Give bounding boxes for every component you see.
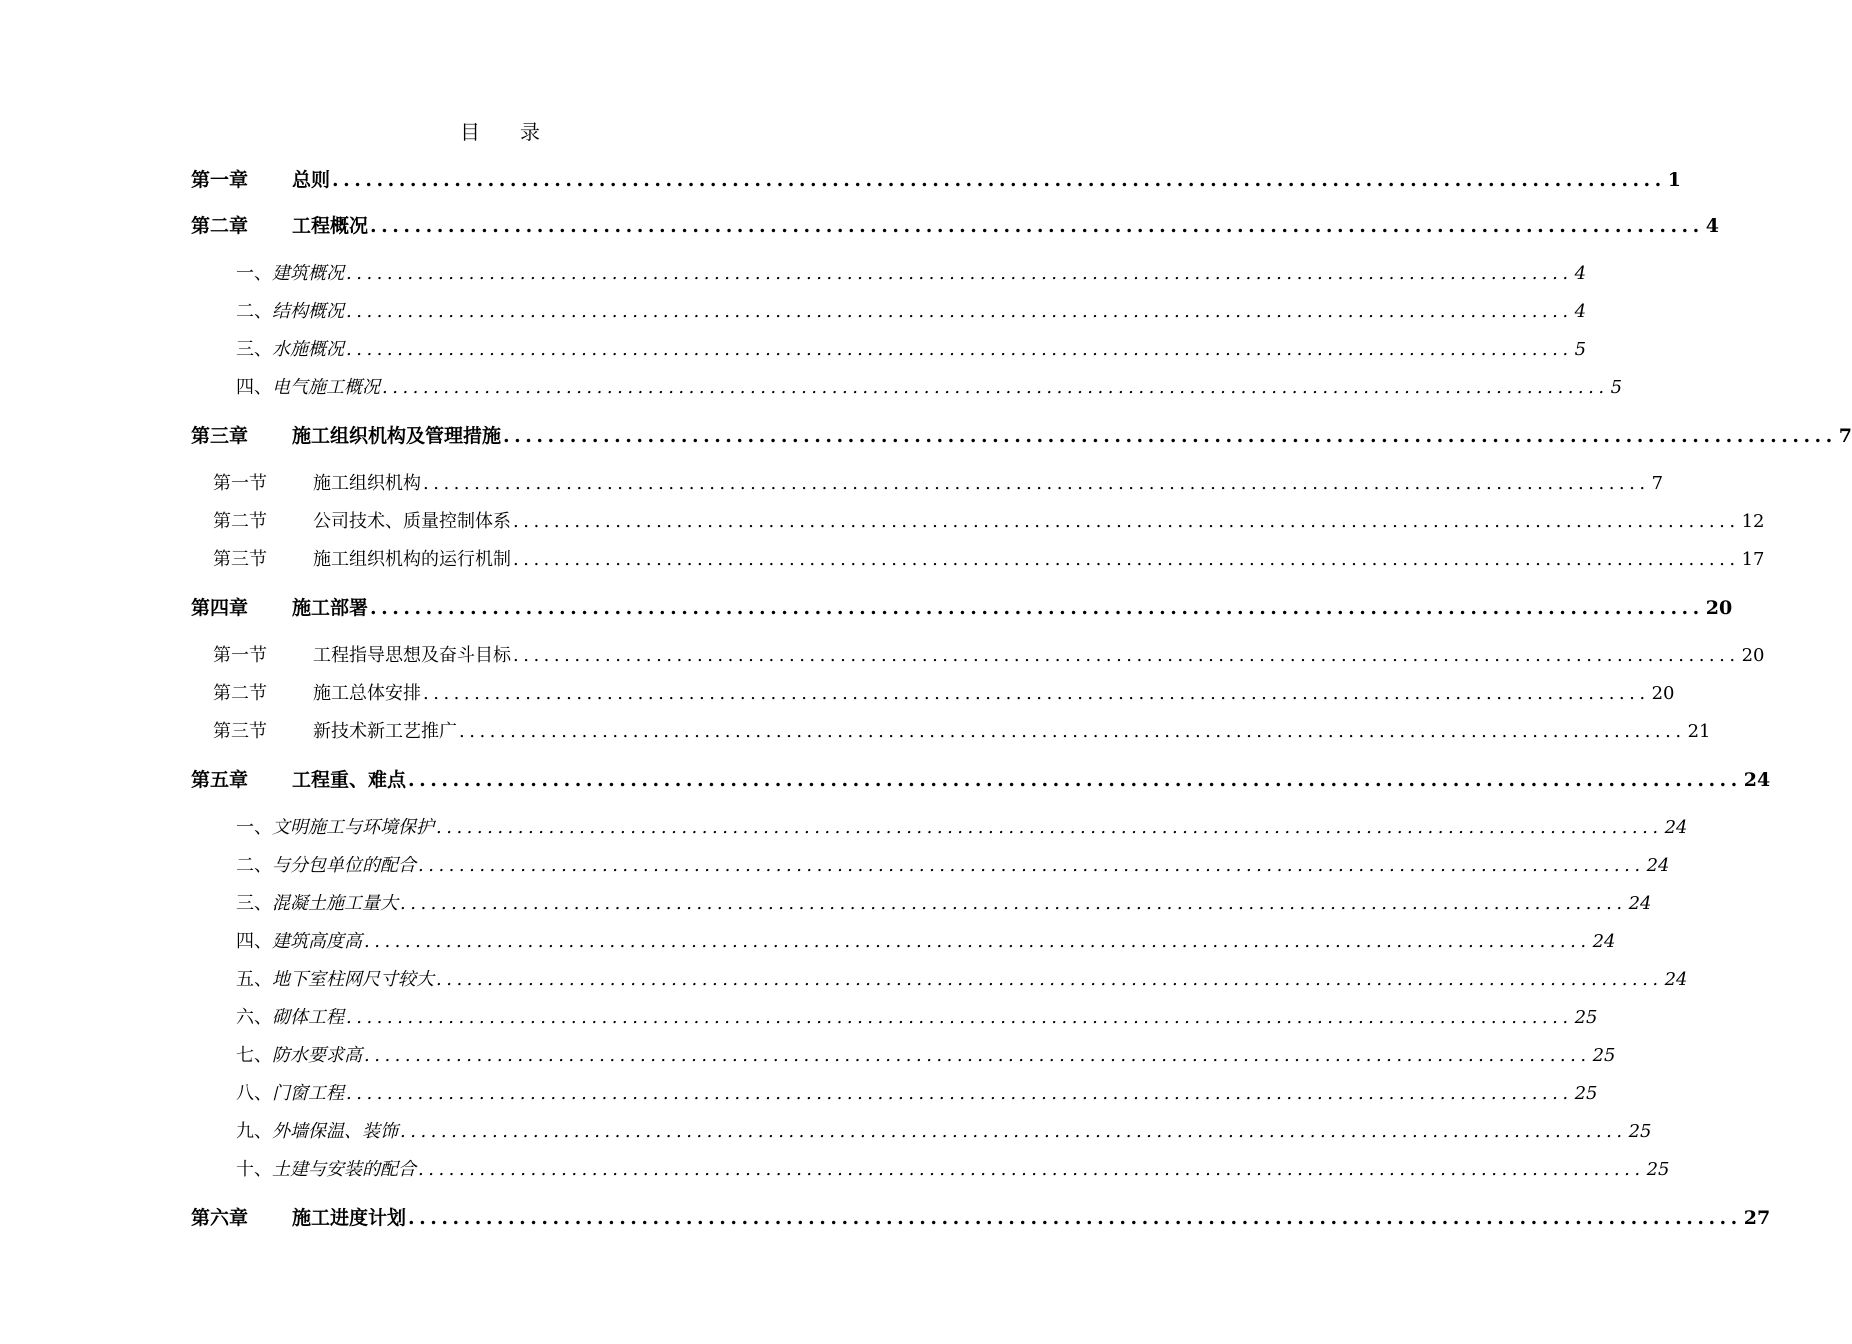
toc-entry-label: 第五章 <box>191 769 249 791</box>
toc-entry-label: 二、 <box>236 301 272 322</box>
toc-entry-chapter[interactable] <box>191 211 1720 238</box>
toc-entry-page-number: 4 <box>1705 215 1720 237</box>
toc-entry-label: 第二节 <box>213 683 267 704</box>
toc-entry-title: 外墙保温、装饰 <box>272 1121 398 1142</box>
toc-leader-dots: ........................................................................................................................ <box>418 1159 1645 1180</box>
toc-entry-page-number: 24 <box>1592 931 1616 952</box>
toc-entry-title: 工程概况 <box>292 215 369 237</box>
toc-entry-title: 文明施工与环境保护 <box>272 817 434 838</box>
toc-entry-page-number: 24 <box>1664 969 1688 990</box>
toc-entry-label: 第二章 <box>191 215 249 237</box>
toc-entry-chapter[interactable] <box>191 165 1682 192</box>
toc-entry-label: 五、 <box>236 969 272 990</box>
toc-entry-title: 建筑概况 <box>272 263 344 284</box>
toc-entry-page-number: 20 <box>1705 597 1733 619</box>
toc-entry-label: 八、 <box>236 1083 272 1104</box>
toc-entry-label: 七、 <box>236 1045 272 1066</box>
toc-entry-item[interactable] <box>236 297 1587 323</box>
toc-entry-title: 土建与安装的配合 <box>272 1159 416 1180</box>
toc-entry-item[interactable] <box>236 373 1623 399</box>
toc-entry-section[interactable] <box>213 469 1664 495</box>
toc-leader-dots: ........................................................................................................................ <box>370 597 1704 619</box>
toc-leader-dots: ........................................................................................................................ <box>513 549 1740 570</box>
toc-entry-title: 门窗工程 <box>272 1083 344 1104</box>
toc-entry-title: 电气施工概况 <box>272 377 380 398</box>
toc-entry-label: 第四章 <box>191 597 249 619</box>
toc-entry-title: 公司技术、质量控制体系 <box>313 511 511 532</box>
toc-entry-page-number: 4 <box>1574 263 1587 284</box>
toc-leader-dots: ........................................................................................................................ <box>408 1207 1742 1229</box>
toc-entry-label: 第三章 <box>191 425 249 447</box>
toc-entry-section[interactable] <box>213 507 1765 533</box>
toc-entry-page-number: 4 <box>1574 301 1587 322</box>
toc-entry-page-number: 5 <box>1610 377 1623 398</box>
toc-entry-page-number: 27 <box>1743 1207 1771 1229</box>
toc-leader-dots: ........................................................................................................................ <box>513 645 1740 666</box>
toc-entry-label: 三、 <box>236 893 272 914</box>
toc-entry-page-number: 7 <box>1838 425 1852 447</box>
toc-entry-label: 第一节 <box>213 645 267 666</box>
toc-entry-label: 第二节 <box>213 511 267 532</box>
toc-leader-dots: ........................................................................................................................ <box>513 511 1740 532</box>
toc-entry-title: 工程指导思想及奋斗目标 <box>313 645 511 666</box>
toc-entry-title: 砌体工程 <box>272 1007 344 1028</box>
toc-entry-label: 第一节 <box>213 473 267 494</box>
toc-leader-dots: ........................................................................................................................ <box>436 969 1663 990</box>
toc-entry-chapter[interactable] <box>191 593 1733 620</box>
toc-entry-item[interactable] <box>236 965 1688 991</box>
toc-entry-item[interactable] <box>236 813 1688 839</box>
toc-entry-label: 第三节 <box>213 721 267 742</box>
toc-entry-label: 一、 <box>236 263 272 284</box>
toc-entry-title: 施工组织机构的运行机制 <box>313 549 511 570</box>
toc-leader-dots: ........................................................................................................................ <box>436 817 1663 838</box>
toc-entry-title: 混凝土施工量大 <box>272 893 398 914</box>
toc-entry-item[interactable] <box>236 259 1587 285</box>
toc-entry-item[interactable] <box>236 1079 1598 1105</box>
toc-leader-dots: ........................................................................................................................ <box>382 377 1609 398</box>
toc-heading-char-2: 录 <box>520 120 540 144</box>
toc-leader-dots: ........................................................................................................................ <box>400 1121 1627 1142</box>
toc-entry-title: 总则 <box>292 169 331 191</box>
toc-entry-title: 施工组织机构及管理措施 <box>292 425 502 447</box>
toc-entry-page-number: 24 <box>1664 817 1688 838</box>
toc-entry-page-number: 1 <box>1667 169 1682 191</box>
toc-entry-label: 三、 <box>236 339 272 360</box>
toc-entry-chapter[interactable] <box>191 1203 1771 1230</box>
toc-entry-section[interactable] <box>213 545 1765 571</box>
toc-entry-page-number: 5 <box>1574 339 1587 360</box>
toc-leader-dots: ........................................................................................................................ <box>423 473 1650 494</box>
toc-entry-title: 施工进度计划 <box>292 1207 407 1229</box>
toc-entry-page-number: 7 <box>1651 473 1664 494</box>
toc-leader-dots: ........................................................................................................................ <box>346 1007 1573 1028</box>
toc-entry-label: 二、 <box>236 855 272 876</box>
toc-entry-page-number: 12 <box>1741 511 1765 532</box>
toc-entry-page-number: 21 <box>1687 721 1711 742</box>
toc-entry-section[interactable] <box>213 679 1675 705</box>
toc-leader-dots: ........................................................................................................................ <box>370 215 1704 237</box>
toc-entry-page-number: 20 <box>1651 683 1675 704</box>
toc-entry-page-number: 25 <box>1646 1159 1670 1180</box>
toc-heading <box>0 116 1000 145</box>
toc-entry-section[interactable] <box>213 641 1765 667</box>
toc-entry-title: 防水要求高 <box>272 1045 362 1066</box>
toc-entry-page-number: 24 <box>1743 769 1771 791</box>
toc-entry-title: 建筑高度高 <box>272 931 362 952</box>
toc-entry-label: 四、 <box>236 931 272 952</box>
toc-entry-chapter[interactable] <box>191 765 1771 792</box>
toc-entry-page-number: 24 <box>1646 855 1670 876</box>
toc-entry-page-number: 25 <box>1592 1045 1616 1066</box>
toc-entry-label: 第三节 <box>213 549 267 570</box>
toc-entry-item[interactable] <box>236 889 1652 915</box>
toc-leader-dots: ........................................................................................................................ <box>503 425 1837 447</box>
toc-entry-title: 与分包单位的配合 <box>272 855 416 876</box>
toc-entry-page-number: 25 <box>1574 1083 1598 1104</box>
toc-entry-label: 十、 <box>236 1159 272 1180</box>
toc-entry-page-number: 17 <box>1741 549 1765 570</box>
toc-entry-title: 工程重、难点 <box>292 769 407 791</box>
toc-leader-dots: ........................................................................................................................ <box>364 931 1591 952</box>
toc-entry-page-number: 25 <box>1628 1121 1652 1142</box>
toc-entry-label: 四、 <box>236 377 272 398</box>
toc-entry-item[interactable] <box>236 1117 1652 1143</box>
toc-leader-dots: ........................................................................................................................ <box>400 893 1627 914</box>
toc-entry-title: 结构概况 <box>272 301 344 322</box>
toc-entry-section[interactable] <box>213 717 1711 743</box>
toc-entry-label: 第一章 <box>191 169 249 191</box>
toc-entry-title: 新技术新工艺推广 <box>313 721 457 742</box>
toc-heading-char-1: 目 <box>460 120 480 144</box>
toc-entry-item[interactable] <box>236 1003 1598 1029</box>
toc-leader-dots: ........................................................................................................................ <box>423 683 1650 704</box>
toc-leader-dots: ........................................................................................................................ <box>332 169 1666 191</box>
toc-entry-item[interactable] <box>236 927 1616 953</box>
toc-entry-item[interactable] <box>236 1041 1616 1067</box>
toc-entry-chapter[interactable] <box>191 421 1852 448</box>
toc-entry-label: 九、 <box>236 1121 272 1142</box>
toc-entry-title: 施工部署 <box>292 597 369 619</box>
toc-leader-dots: ........................................................................................................................ <box>346 263 1573 284</box>
toc-entry-page-number: 25 <box>1574 1007 1598 1028</box>
toc-entry-page-number: 24 <box>1628 893 1652 914</box>
toc-entry-title: 水施概况 <box>272 339 344 360</box>
toc-entry-page-number: 20 <box>1741 645 1765 666</box>
toc-entry-item[interactable] <box>236 1155 1670 1181</box>
toc-entry-label: 六、 <box>236 1007 272 1028</box>
toc-leader-dots: ........................................................................................................................ <box>408 769 1742 791</box>
toc-entry-label: 一、 <box>236 817 272 838</box>
toc-entry-item[interactable] <box>236 851 1670 877</box>
toc-leader-dots: ........................................................................................................................ <box>346 301 1573 322</box>
toc-leader-dots: ........................................................................................................................ <box>346 1083 1573 1104</box>
toc-entry-title: 施工组织机构 <box>313 473 421 494</box>
toc-leader-dots: ........................................................................................................................ <box>459 721 1686 742</box>
toc-leader-dots: ........................................................................................................................ <box>418 855 1645 876</box>
toc-leader-dots: ........................................................................................................................ <box>346 339 1573 360</box>
toc-entry-title: 施工总体安排 <box>313 683 421 704</box>
toc-entry-label: 第六章 <box>191 1207 249 1229</box>
toc-entry-title: 地下室柱网尺寸较大 <box>272 969 434 990</box>
toc-entry-item[interactable] <box>236 335 1587 361</box>
toc-leader-dots: ........................................................................................................................ <box>364 1045 1591 1066</box>
